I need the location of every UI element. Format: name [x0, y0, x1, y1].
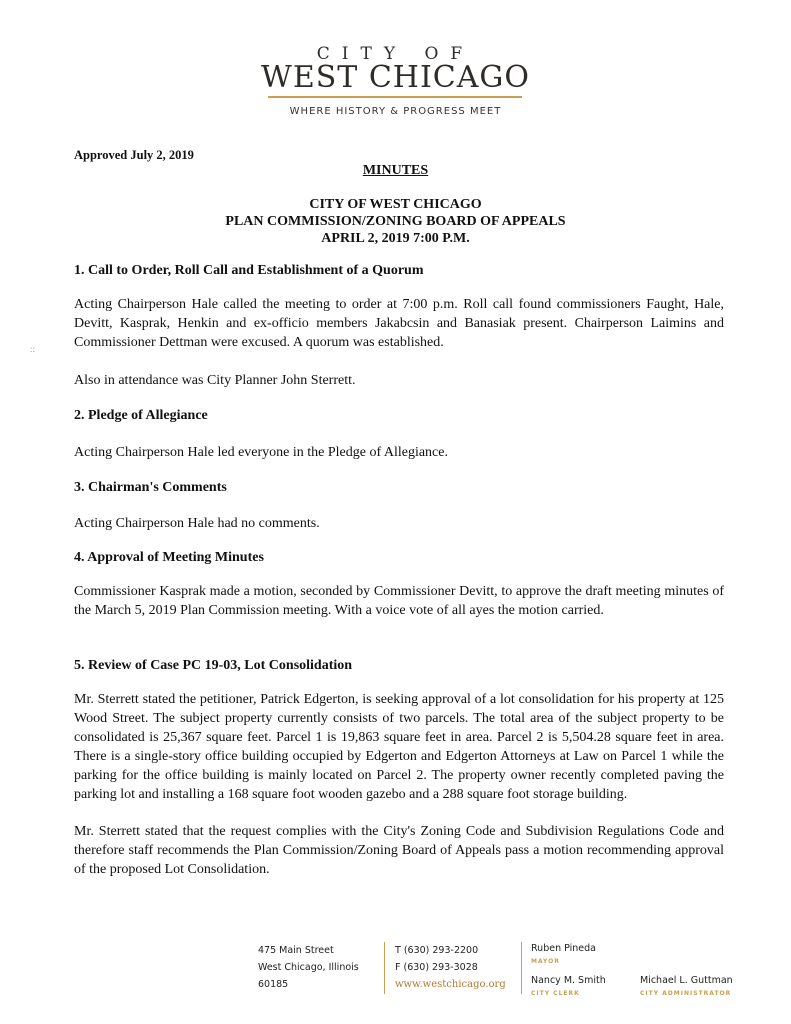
footer-administrator — [640, 974, 760, 1000]
footer-divider-1 — [384, 942, 385, 994]
footer-phone: T (630) 293-2200 — [395, 945, 479, 956]
approved-date: Approved July 2, 2019 — [74, 148, 194, 162]
logo-city-of: CITY OF — [316, 44, 475, 64]
clerk-name: Nancy M. Smith — [531, 975, 606, 986]
section-4-heading: 4. Approval of Meeting Minutes — [74, 550, 264, 565]
heading-line-1: CITY OF WEST CHICAGO — [309, 197, 482, 212]
logo-divider — [268, 96, 522, 98]
margin-mark: :: — [30, 344, 36, 354]
section-5-paragraph-1: Mr. Sterrett stated the petitioner, Patrick Edgerton, is seeking approval of a lot consolidation for his property at 125 Wood Street. The subject property currently consists of two parcels. The total area of the subject property to be consolidated is 25,367 square feet. Parcel 1 is 19,863 square feet in area. Parcel 2 is 5,504.28 square feet in area. There is a single-story office building occupied by Edgerton and Edgerton Attorneys at Law on Parcel 1 while the parking for the office building is mainly located on Parcel 2. The property owner recently completed paving the parking lot and installing a 168 square foot wooden gazebo and a 288 square foot storage building. — [74, 692, 724, 802]
footer-divider-2 — [521, 942, 522, 994]
section-1-paragraph-1: Acting Chairperson Hale called the meeting to order at 7:00 p.m. Roll call found commissioners Faught, Hale, Devitt, Kasprak, Henkin and ex-officio members Jakabcsin and Banasiak present. Chairperson Laimins and Commissioner Dettman were excused. A quorum was established. — [74, 297, 724, 350]
section-3-heading: 3. Chairman's Comments — [74, 480, 227, 495]
section-5-paragraph-2: Mr. Sterrett stated that the request complies with the City's Zoning Code and Subdivision Regulations Code and therefore staff recommends the Plan Commission/Zoning Board of Appeals pass a motion recommending approval of the proposed Lot Consolidation. — [74, 824, 724, 877]
footer-address — [258, 942, 378, 993]
section-1-heading: 1. Call to Order, Roll Call and Establishment of a Quorum — [74, 263, 424, 278]
document-title: MINUTES — [362, 163, 429, 178]
logo-tagline: WHERE HISTORY & PROGRESS MEET — [289, 106, 502, 117]
footer-website-link[interactable]: www.westchicago.org — [395, 979, 506, 990]
footer-address-line-1: 475 Main Street — [258, 945, 334, 956]
clerk-title: CITY CLERK — [531, 990, 580, 997]
section-3-paragraph-1: Acting Chairperson Hale had no comments. — [74, 516, 320, 531]
heading-line-2: PLAN COMMISSION/ZONING BOARD OF APPEALS — [225, 214, 566, 229]
footer-contact — [395, 942, 515, 993]
logo-city-name: WEST CHICAGO — [261, 60, 530, 95]
footer-officials — [531, 942, 641, 1000]
section-2-paragraph-1: Acting Chairperson Hale led everyone in the Pledge of Allegiance. — [74, 445, 448, 460]
section-1-paragraph-2: Also in attendance was City Planner John Sterrett. — [74, 373, 356, 388]
admin-name: Michael L. Guttman — [640, 975, 733, 986]
footer-address-line-3: 60185 — [258, 979, 289, 990]
mayor-title: MAYOR — [531, 958, 560, 965]
footer-fax: F (630) 293-3028 — [395, 962, 478, 973]
section-2-heading: 2. Pledge of Allegiance — [74, 408, 208, 423]
heading-line-3: APRIL 2, 2019 7:00 P.M. — [321, 231, 470, 246]
mayor-name: Ruben Pineda — [531, 943, 596, 954]
section-4-paragraph-1: Commissioner Kasprak made a motion, seconded by Commissioner Devitt, to approve the draft meeting minutes of the March 5, 2019 Plan Commission meeting. With a voice vote of all ayes the motion carried. — [74, 584, 724, 618]
admin-title: CITY ADMINISTRATOR — [640, 990, 732, 997]
footer-address-line-2: West Chicago, Illinois — [258, 962, 359, 973]
section-5-heading: 5. Review of Case PC 19-03, Lot Consolidation — [74, 658, 353, 673]
